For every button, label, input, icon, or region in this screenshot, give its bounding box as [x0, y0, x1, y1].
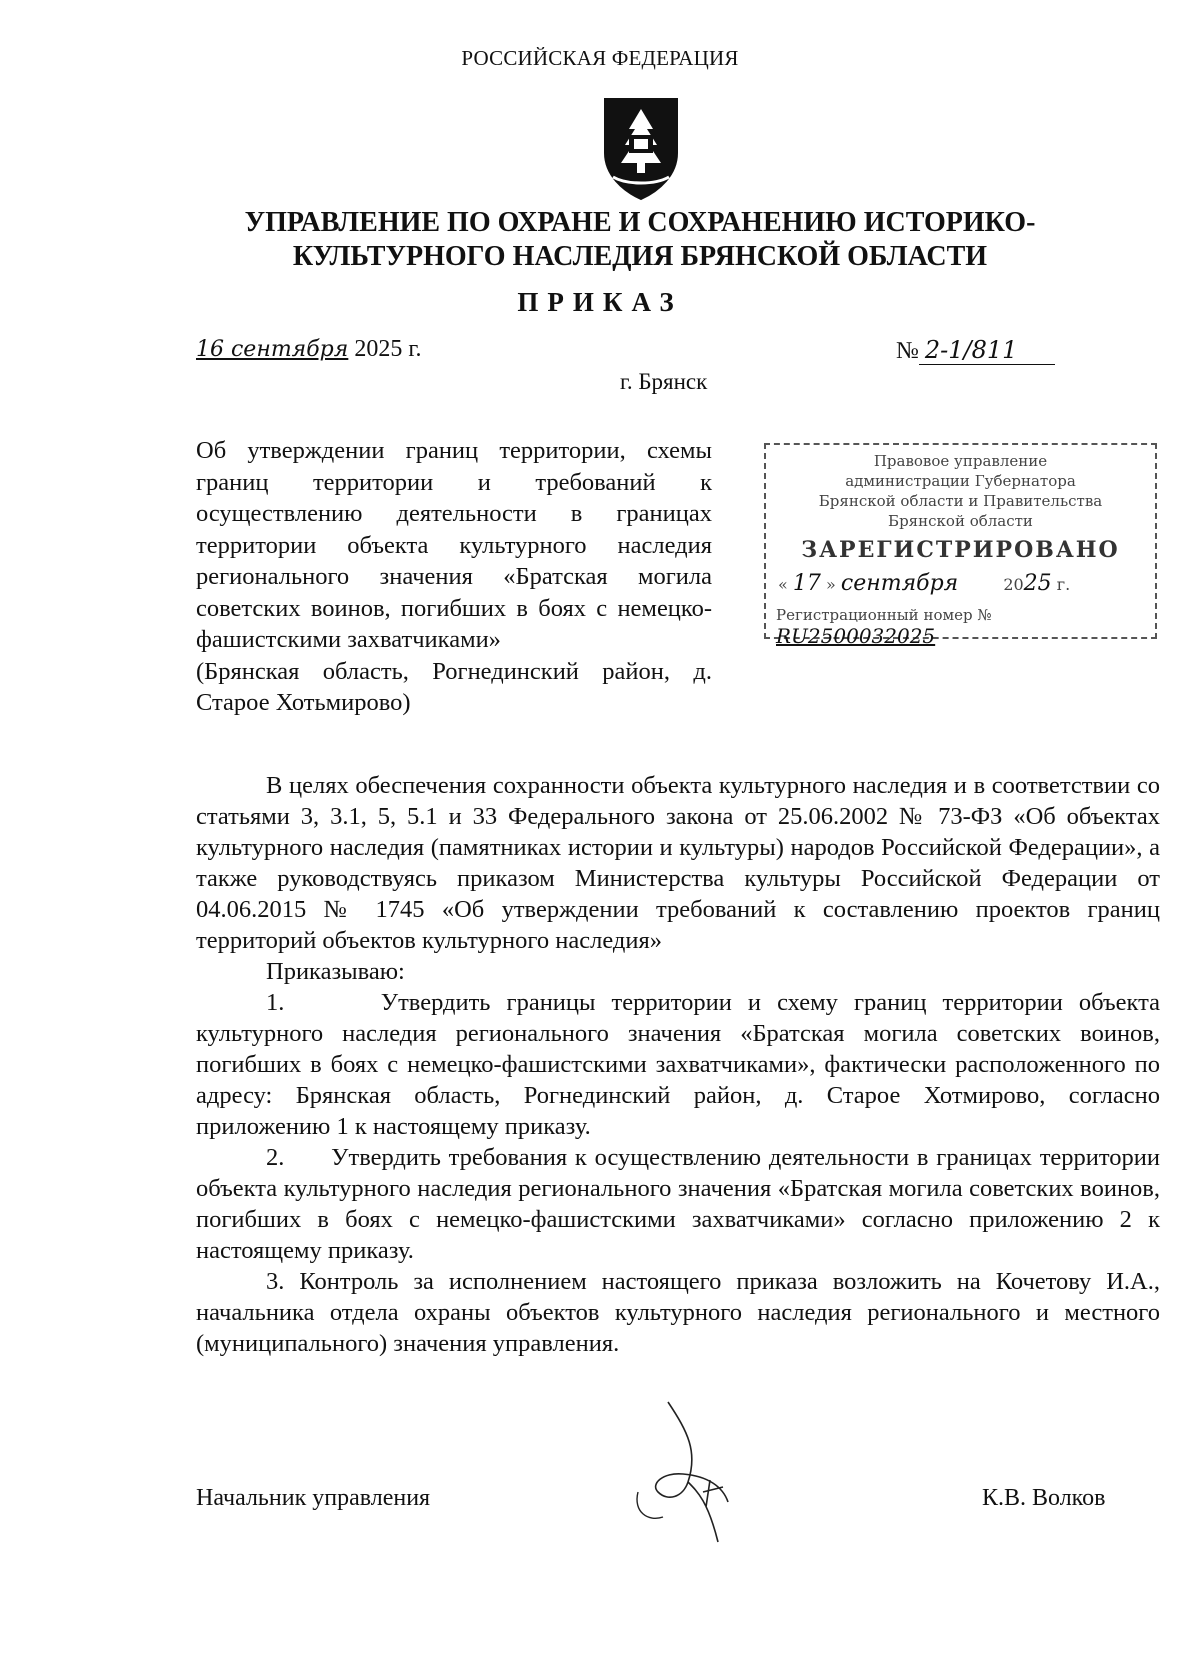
document-number	[896, 336, 1146, 365]
stamp-regnum-label: Регистрационный номер №	[776, 606, 992, 624]
stamp-date	[766, 571, 1155, 596]
country-title: РОССИЙСКАЯ ФЕДЕРАЦИЯ	[461, 46, 739, 70]
stamp-date-year-prefix: 20	[1003, 575, 1024, 594]
coat-of-arms-icon	[599, 95, 683, 203]
document-date	[196, 336, 496, 363]
signature-name: К.В. Волков	[982, 1485, 1106, 1511]
organization-line-1: УПРАВЛЕНИЕ ПО ОХРАНЕ И СОХРАНЕНИЮ ИСТОРИКО-	[244, 207, 1036, 238]
stamp-date-month: сентября	[840, 571, 959, 596]
stamp-date-year-suffix: г.	[1056, 575, 1071, 594]
number-prefix: №	[896, 338, 919, 364]
organization-line-2: КУЛЬТУРНОГО НАСЛЕДИЯ БРЯНСКОЙ ОБЛАСТИ	[292, 241, 988, 272]
document-city: г. Брянск	[620, 369, 708, 394]
organization-name	[200, 206, 1080, 274]
stamp-date-year: 25	[1023, 571, 1052, 596]
stamp-date-close-quote: »	[825, 575, 836, 594]
registration-stamp	[764, 443, 1157, 648]
date-year: 2025 г.	[354, 336, 422, 362]
stamp-line-4: Брянской области	[888, 512, 1033, 530]
date-handwritten: 16 сентября	[196, 337, 349, 362]
document-subject	[196, 435, 712, 719]
number-handwritten: 2-1/811	[919, 336, 1055, 365]
body-item-3: 3. Контроль за исполнением настоящего приказа возложить на Кочетову И.А., начальника отдела охраны объектов культурного наследия регионального и местного (муниципального) значения управления.	[196, 1268, 1160, 1357]
document-type: ПРИКАЗ	[517, 287, 683, 317]
signature-title: Начальник управления	[196, 1485, 431, 1511]
body-order-word: Приказываю:	[266, 958, 405, 985]
body-item-2: 2. Утвердить требования к осуществлению деятельности в границах территории объекта культурного наследия регионального значения «Братская могила советских воинов, погибших в боях с немецко-фашистскими захватчиками» согласно приложению 2 к настоящему приказу.	[196, 1144, 1167, 1264]
stamp-regnum	[766, 606, 1155, 648]
body-preamble: В целях обеспечения сохранности объекта культурного наследия и в соответствии со статьями 3, 3.1, 5, 5.1 и 33 Федерального закона от 25.06.2002 № 73-ФЗ «Об объектах культурного наследия (памятниках истории и культуры) народов Российской Федерации», а также руководствуясь приказом Министерства культуры Российской Федерации от 04.06.2015 № 1745 «Об утверждении требований к составлению проектов границ территорий объектов культурного наследия»	[196, 772, 1160, 954]
stamp-date-open-quote: «	[778, 575, 788, 594]
stamp-line-1: Правовое управление	[873, 452, 1048, 470]
stamp-line-3: Брянской области и Правительства	[818, 492, 1103, 510]
stamp-registered: ЗАРЕГИСТРИРОВАНО	[801, 537, 1120, 563]
body-item-1: 1. Утвердить границы территории и схему границ территории объекта культурного наследия регионального значения «Братская могила советских воинов, погибших в боях с немецко-фашистскими захватчиками», фактически расположенного по адресу: Брянская область, Рогнединский район, д. Старое Хотмирово, согласно приложению 1 к настоящему приказу.	[196, 989, 1167, 1140]
subject-location: (Брянская область, Рогнединский район, д. Старое Хотьмирово)	[196, 657, 712, 716]
stamp-date-day: 17	[792, 571, 821, 596]
subject-text: Об утверждении границ территории, схемы границ территории и требований к осуществлению деятельности в границах территории объекта культурного наследия регионального значения «Братская могила советских воинов, погибших в боях с немецко-фашистскими захватчиками»	[196, 437, 712, 653]
stamp-regnum-value: RU2500032025	[776, 624, 936, 648]
document-body	[196, 770, 1167, 1359]
stamp-line-2: администрации Губернатора	[845, 472, 1076, 490]
signature-icon	[628, 1392, 758, 1562]
